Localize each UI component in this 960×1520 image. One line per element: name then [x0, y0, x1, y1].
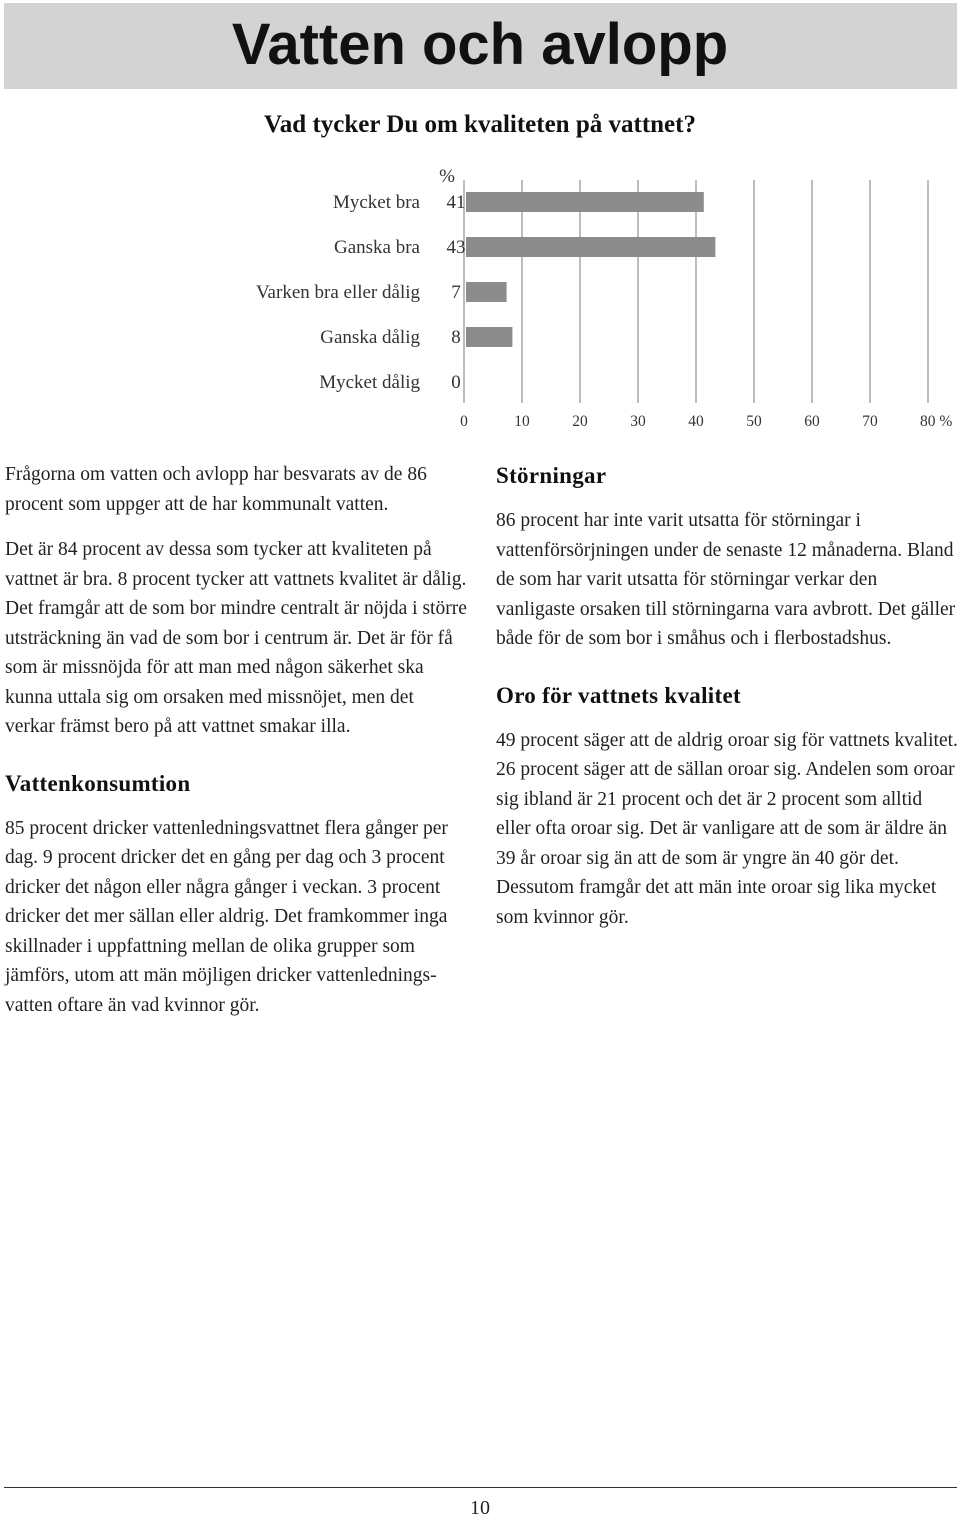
- bar: [466, 237, 715, 257]
- bar: [466, 282, 507, 302]
- category-label: Ganska bra: [334, 237, 420, 258]
- bar: [466, 192, 704, 212]
- x-tick-label: 30: [630, 413, 646, 430]
- x-tick-label: 60: [804, 413, 820, 430]
- quality-worry-heading: Oro för vattnets kvalitet: [496, 682, 741, 708]
- quality-worry-paragraph: 49 procent säger att de aldrig oroar sig för vattnets kvalitet. 26 procent säger att de sällan oroar sig. Andelen som oroar sig ibland är 21 procent och det är 2 procent som alltid eller ofta oroar sig. Det är vanligare att de som är äldre än 39 år oroar sig än att de som är yngre än 40 gör det. Dessutom framgår det att män inte oroar sig lika mycket som kvinnor gör.: [496, 729, 958, 928]
- bar-chart: [0, 150, 960, 440]
- category-label: Ganska dålig: [320, 327, 420, 348]
- footer-divider: [4, 1487, 957, 1488]
- bar: [466, 327, 512, 347]
- page-number: 10: [470, 1497, 490, 1519]
- value-label: 7: [451, 282, 461, 303]
- consumption-heading: Vattenkonsumtion: [5, 770, 191, 796]
- value-label: 0: [451, 372, 461, 393]
- category-label: Mycket bra: [332, 192, 420, 213]
- x-tick-label: 70: [862, 413, 878, 430]
- x-tick-label: 80 %: [920, 413, 953, 430]
- value-label: 8: [451, 327, 461, 348]
- category-label: Varken bra eller dålig: [255, 282, 420, 303]
- x-tick-label: 0: [460, 413, 468, 430]
- left-column: [5, 460, 467, 1036]
- consumption-paragraph: 85 procent dricker vattenledningsvattnet flera gånger per dag. 9 procent dricker det en gång per dag och 3 procent dricker det någon eller några gånger i veckan. 3 procent dricker det mer sällan eller aldrig. Det framkommer inga skillnader i uppfattning mellan de olika grupper som jämförs, utom att män möjligen dricker vattenlednings-vatten oftare än vad kvinnor gör.: [5, 817, 448, 1016]
- value-label: 41: [446, 192, 466, 213]
- right-column: [496, 460, 958, 948]
- x-tick-label: 50: [746, 413, 762, 430]
- x-tick-label: 10: [514, 413, 530, 430]
- unit-label: %: [439, 166, 455, 187]
- x-tick-label: 20: [572, 413, 588, 430]
- quality-paragraph: Det är 84 procent av dessa som tycker att kvaliteten på vattnet är bra. 8 procent tycker att vattnets kvalitet är dålig. Det framgår att de som bor mindre centralt är nöjda i större utsträckning än vad de som bor i centrum är. Det är för få som är missnöjda för att man med någon säkerhet ska kunna uttala sig om orsaken med missnöjet, men det verkar främst bero på att vattnet smakar illa.: [5, 539, 467, 737]
- intro-paragraph: Frågorna om vatten och avlopp har besvarats av de 86 procent som uppger att de har kommunalt vatten.: [5, 464, 427, 515]
- disturbances-paragraph: 86 procent har inte varit utsatta för störningar i vattenförsörjningen under de senaste 12 månaderna. Bland de som har varit utsatta för störningar verkar den vanligaste orsaken till störningarna vara avbrott. Det gäller både för de som bor i småhus och i flerbostadshus.: [496, 510, 956, 649]
- chart-title: Vad tycker Du om kvaliteten på vattnet?: [264, 111, 696, 138]
- disturbances-heading: Störningar: [496, 463, 607, 488]
- page-title: Vatten och avlopp: [231, 12, 729, 77]
- value-label: 43: [446, 237, 466, 258]
- x-tick-label: 40: [688, 413, 704, 430]
- category-label: Mycket dålig: [319, 372, 420, 393]
